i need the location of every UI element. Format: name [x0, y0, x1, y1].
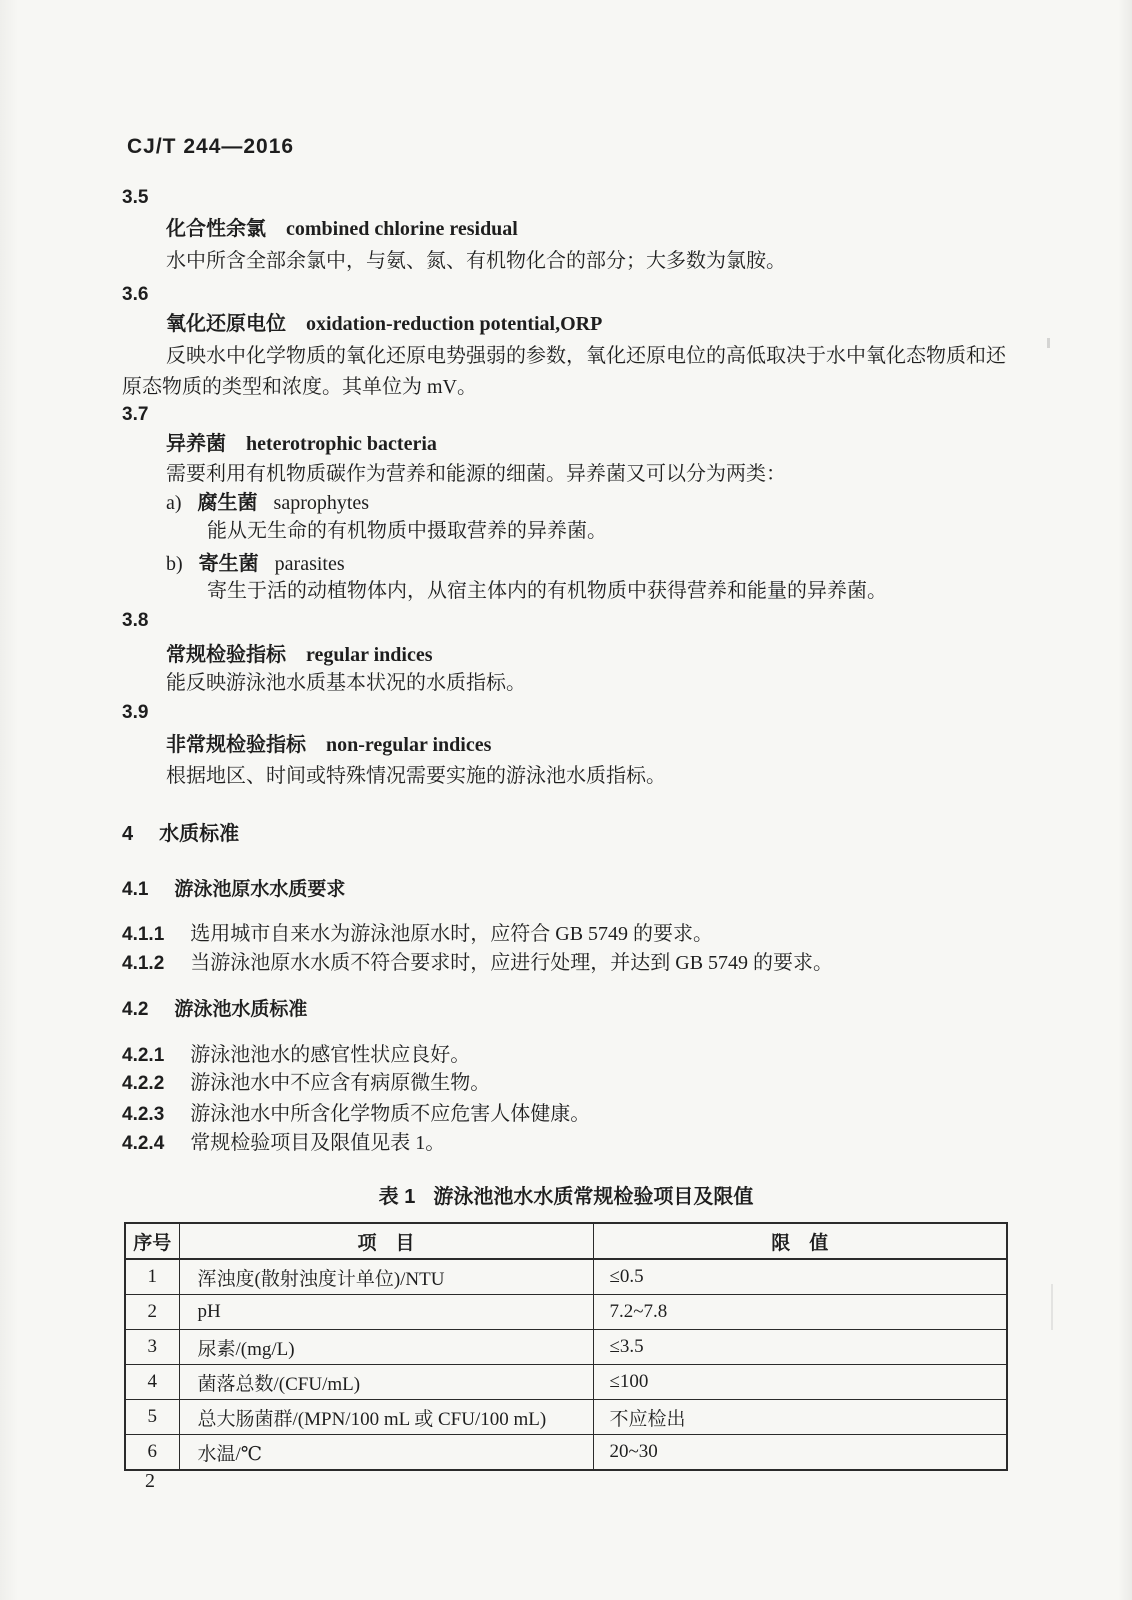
term-3-5 [166, 214, 518, 244]
clause-4-1-1 [122, 919, 713, 950]
row-limit-cell: ≤100 [593, 1365, 1007, 1400]
row-item-cell: 总大肠菌群/(MPN/100 mL 或 CFU/100 mL) [179, 1400, 593, 1435]
table-row [125, 1330, 1007, 1365]
page-number: 2 [145, 1470, 155, 1492]
term-zh: 非常规检验指标 [166, 734, 306, 756]
header-index: 序号 [125, 1223, 179, 1259]
definition-3-8: 能反映游泳池水质基本状况的水质指标。 [166, 672, 526, 694]
clause-text: 选用城市自来水为游泳池原水时，应符合 GB 5749 的要求。 [190, 923, 714, 945]
table-1-caption [0, 1180, 1132, 1209]
clause-number: 4.1.1 [122, 924, 165, 945]
section-number: 4.2 [122, 999, 149, 1020]
row-index-cell: 3 [125, 1330, 179, 1365]
clause-number: 4.2.3 [122, 1104, 165, 1125]
table-caption-title: 游泳池池水水质常规检验项目及限值 [433, 1186, 754, 1208]
section-number: 4.1 [122, 879, 149, 900]
header-item: 项 目 [179, 1223, 593, 1259]
section-4-2-heading [122, 995, 307, 1025]
row-item-cell: 尿素/(mg/L) [179, 1330, 593, 1365]
clause-text: 常规检验项目及限值见表 1。 [190, 1132, 446, 1154]
section-title: 游泳池水质标准 [174, 999, 308, 1020]
row-index-cell: 5 [125, 1400, 179, 1435]
table-row [125, 1259, 1007, 1295]
row-limit-cell: 不应检出 [593, 1400, 1007, 1435]
term-zh: 常规检验指标 [166, 644, 286, 666]
definition-3-6-line1: 反映水中化学物质的氧化还原电势强弱的参数，氧化还原电位的高低取决于水中氧化态物质和还 [166, 345, 1006, 367]
term-3-7 [166, 429, 437, 459]
term-en: non-regular indices [326, 734, 492, 756]
table-caption-label: 表 1 [378, 1186, 416, 1208]
list-item-b [166, 549, 345, 579]
list-item-a-definition: 能从无生命的有机物质中摄取营养的异养菌。 [207, 520, 607, 542]
clause-text: 游泳池池水的感官性状应良好。 [190, 1044, 471, 1066]
row-index-cell: 4 [125, 1365, 179, 1400]
term-zh: 寄生菌 [198, 553, 259, 575]
row-index-cell: 6 [125, 1435, 179, 1471]
term-en: parasites [274, 553, 345, 575]
term-zh: 异养菌 [166, 433, 226, 455]
clause-number: 4.1.2 [122, 953, 165, 974]
clause-text: 游泳池水中所含化学物质不应危害人体健康。 [190, 1103, 591, 1125]
term-zh: 化合性余氯 [166, 218, 266, 240]
definition-3-9: 根据地区、时间或特殊情况需要实施的游泳池水质指标。 [166, 765, 666, 787]
table-row [125, 1365, 1007, 1400]
row-item-cell: 水温/℃ [179, 1435, 593, 1471]
term-zh: 腐生菌 [197, 492, 258, 514]
clause-number-3-7: 3.7 [122, 404, 149, 425]
list-item-a [166, 488, 369, 518]
clause-number: 4.2.4 [122, 1133, 165, 1154]
row-item-cell: pH [179, 1295, 593, 1330]
row-limit-cell: 20~30 [593, 1435, 1007, 1471]
term-en: oxidation-reduction potential,ORP [306, 313, 603, 335]
term-en: regular indices [306, 644, 433, 666]
row-index-cell: 2 [125, 1295, 179, 1330]
table-row [125, 1295, 1007, 1330]
list-label: b) [166, 553, 183, 575]
table-row [125, 1435, 1007, 1471]
clause-4-2-4 [122, 1128, 445, 1159]
scan-artifact [1051, 1284, 1053, 1330]
term-en: saprophytes [273, 492, 370, 514]
table-1-regular-indices [124, 1222, 1008, 1471]
row-limit-cell: ≤3.5 [593, 1330, 1007, 1365]
clause-4-1-2 [122, 948, 833, 979]
definition-3-6-line2: 原态物质的类型和浓度。其单位为 mV。 [122, 376, 477, 398]
term-3-9 [166, 730, 491, 760]
section-4-1-heading [122, 875, 345, 905]
clause-4-2-2 [122, 1068, 490, 1099]
clause-number-3-9: 3.9 [122, 702, 149, 723]
clause-text: 当游泳池原水水质不符合要求时，应进行处理，并达到 GB 5749 的要求。 [190, 952, 834, 974]
clause-text: 游泳池水中不应含有病原微生物。 [190, 1072, 491, 1094]
list-item-b-definition: 寄生于活的动植物体内，从宿主体内的有机物质中获得营养和能量的异养菌。 [207, 580, 887, 602]
clause-number: 4.2.1 [122, 1045, 165, 1066]
row-limit-cell: ≤0.5 [593, 1259, 1007, 1295]
row-item-cell: 菌落总数/(CFU/mL) [179, 1365, 593, 1400]
chapter-4-heading [122, 819, 239, 849]
clause-number-3-8: 3.8 [122, 610, 149, 631]
definition-3-7: 需要利用有机物质碳作为营养和能源的细菌。异养菌又可以分为两类： [166, 463, 786, 485]
term-en: combined chlorine residual [286, 218, 518, 240]
definition-3-5: 水中所含全部余氯中，与氨、氮、有机物化合的部分；大多数为氯胺。 [166, 250, 786, 272]
section-title: 游泳池原水水质要求 [174, 879, 346, 900]
row-item-cell: 浑浊度(散射浊度计单位)/NTU [179, 1259, 593, 1295]
list-label: a) [166, 492, 182, 514]
chapter-title: 水质标准 [159, 823, 240, 845]
table-header-row [125, 1223, 1007, 1259]
scan-artifact [1047, 338, 1050, 348]
row-index-cell: 1 [125, 1259, 179, 1295]
term-en: heterotrophic bacteria [246, 433, 437, 455]
clause-4-2-3 [122, 1099, 590, 1130]
term-3-6 [166, 309, 602, 339]
clause-number-3-6: 3.6 [122, 284, 149, 305]
chapter-number: 4 [122, 823, 134, 845]
term-zh: 氧化还原电位 [166, 313, 286, 335]
clause-number-3-5: 3.5 [122, 187, 149, 208]
term-3-8 [166, 640, 432, 670]
clause-number: 4.2.2 [122, 1073, 165, 1094]
row-limit-cell: 7.2~7.8 [593, 1295, 1007, 1330]
table-row [125, 1400, 1007, 1435]
header-limit: 限 值 [593, 1223, 1007, 1259]
doc-code: CJ/T 244—2016 [127, 135, 295, 158]
clause-4-2-1 [122, 1040, 470, 1071]
